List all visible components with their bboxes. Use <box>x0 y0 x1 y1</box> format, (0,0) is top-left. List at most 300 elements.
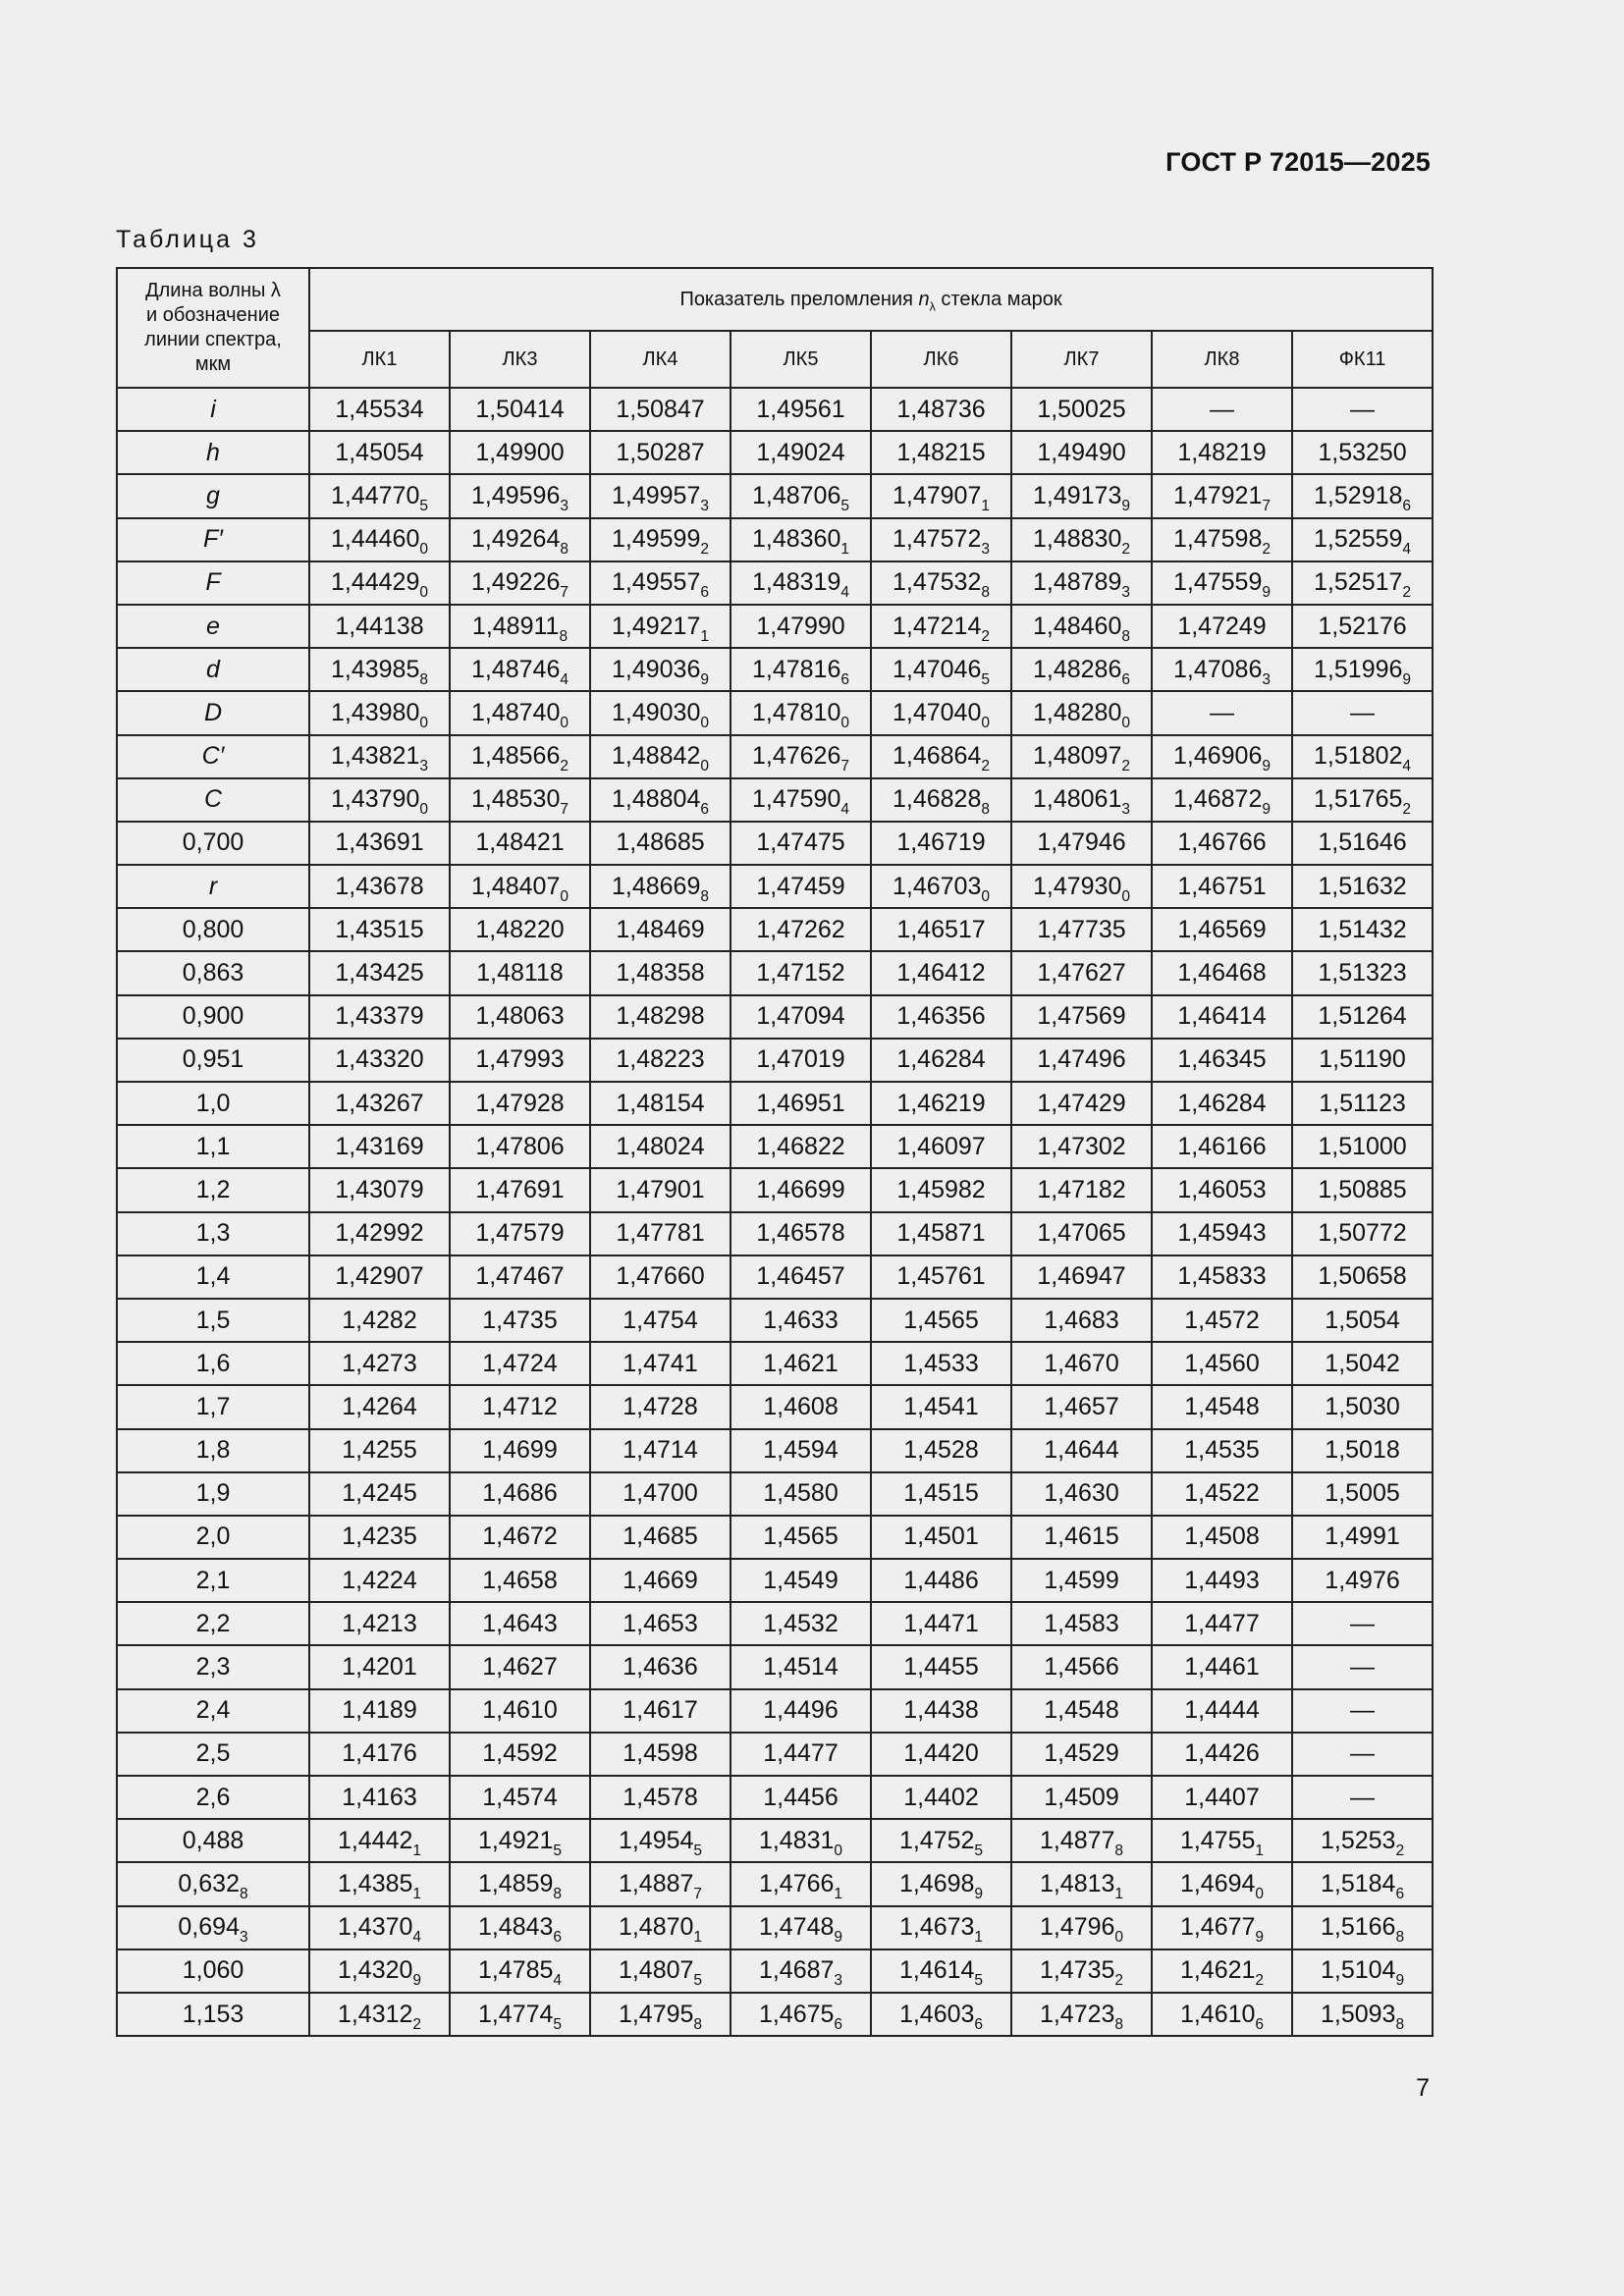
index-value-cell <box>1292 1472 1433 1516</box>
index-value-cell <box>1152 1082 1292 1125</box>
table-row <box>117 1082 1433 1125</box>
index-value-cell <box>450 1342 590 1385</box>
index-value-cell <box>871 1212 1011 1255</box>
index-value-cell <box>590 822 731 865</box>
index-value-cell <box>871 1082 1011 1125</box>
index-value-cell <box>590 1039 731 1082</box>
index-value: 1,50847 <box>616 395 705 423</box>
index-value-cell <box>309 474 450 517</box>
table-row <box>117 1949 1433 1993</box>
index-value-cell <box>871 1645 1011 1688</box>
index-value: 1,46699 <box>756 1175 845 1203</box>
index-value-cell <box>731 1212 871 1255</box>
wavelength-label: C′ <box>201 742 225 771</box>
index-value-cell <box>1292 1429 1433 1472</box>
index-value: — <box>1350 698 1376 726</box>
index-value-cell <box>1152 778 1292 822</box>
document-code: ГОСТ Р 72015—2025 <box>1165 147 1431 177</box>
index-value-cell <box>1152 1862 1292 1905</box>
index-value-cell <box>871 1993 1011 2036</box>
index-value: 1,4724 <box>482 1349 558 1377</box>
table-row <box>117 388 1433 431</box>
index-value-cell <box>590 474 731 517</box>
index-value-cell <box>1152 995 1292 1039</box>
index-value-cell <box>590 1559 731 1602</box>
index-value-subscript: 2 <box>560 758 568 775</box>
index-value: 1,4515 <box>903 1479 979 1508</box>
index-value: 1,4486 <box>903 1566 979 1594</box>
index-value-cell <box>731 1125 871 1168</box>
index-value: 1,46284 <box>896 1045 986 1074</box>
index-value: 1,42907 <box>335 1262 424 1291</box>
index-value-cell <box>731 1689 871 1733</box>
index-value: 1,4796 <box>1039 1913 1115 1942</box>
index-value: 1,4535 <box>1184 1436 1260 1465</box>
index-value-cell <box>309 1299 450 1342</box>
index-value-cell <box>590 518 731 561</box>
table-row <box>117 951 1433 994</box>
table-row <box>117 1385 1433 1428</box>
index-value: 1,4255 <box>342 1436 417 1465</box>
group-header-suffix: стекла марок <box>935 288 1062 310</box>
index-value: 1,4201 <box>342 1653 417 1682</box>
index-value: 1,4672 <box>482 1522 558 1551</box>
index-value: 1,51432 <box>1318 915 1407 943</box>
index-value: 1,4653 <box>623 1609 698 1637</box>
index-value-subscript: 9 <box>1402 670 1412 688</box>
index-value-subscript: 5 <box>693 1972 703 1990</box>
index-value-subscript: 8 <box>1395 1929 1405 1947</box>
wavelength-label: 1,9 <box>195 1479 231 1508</box>
index-value: 1,4831 <box>758 1826 835 1854</box>
index-value: 1,4630 <box>1044 1479 1119 1508</box>
index-value-cell <box>731 605 871 648</box>
index-value-cell <box>871 1819 1011 1862</box>
index-value-cell <box>1152 1559 1292 1602</box>
index-value: 1,4599 <box>1044 1566 1119 1594</box>
index-value: 1,48024 <box>616 1132 705 1160</box>
index-value-subscript: 5 <box>693 1842 703 1859</box>
index-value-cell <box>1011 735 1152 778</box>
index-value-cell <box>1152 1993 1292 2036</box>
index-value-cell <box>590 1602 731 1645</box>
index-value: — <box>1210 395 1234 423</box>
index-value-cell <box>309 822 450 865</box>
index-value-cell <box>1292 951 1433 994</box>
wavelength-label: d <box>206 655 220 683</box>
table-row <box>117 691 1433 734</box>
index-value: 1,47040 <box>893 698 982 726</box>
index-value-cell <box>309 778 450 822</box>
index-value: 1,4748 <box>758 1913 835 1942</box>
index-value-cell <box>450 1472 590 1516</box>
index-value: 1,4785 <box>477 1956 554 1985</box>
index-value-cell <box>1011 822 1152 865</box>
index-value-subscript: 8 <box>553 1885 563 1902</box>
index-value-subscript: 8 <box>560 541 568 559</box>
index-value: 1,43379 <box>335 1002 424 1031</box>
index-value: 1,4675 <box>758 2000 835 2028</box>
index-value: 1,4509 <box>1044 1783 1119 1811</box>
index-value: 1,4565 <box>763 1522 839 1551</box>
index-value-cell <box>1152 648 1292 691</box>
index-value: 1,48830 <box>1033 525 1122 554</box>
table-row <box>117 865 1433 908</box>
index-value: 1,5184 <box>1320 1869 1396 1897</box>
index-value: — <box>1350 1783 1376 1811</box>
index-value-subscript: 6 <box>553 1929 563 1947</box>
index-value-cell <box>1011 1039 1152 1082</box>
index-value: 1,45833 <box>1177 1262 1267 1291</box>
index-value-cell <box>731 1993 871 2036</box>
index-value-cell <box>871 995 1011 1039</box>
index-value: 1,5030 <box>1325 1392 1400 1420</box>
index-value: 1,4795 <box>618 2000 694 2028</box>
index-value-cell <box>1292 865 1433 908</box>
index-value-cell <box>1011 995 1152 1039</box>
index-value: 1,4565 <box>903 1306 979 1334</box>
index-value-cell <box>309 1602 450 1645</box>
index-value: 1,52918 <box>1314 481 1403 509</box>
index-value-cell <box>731 1602 871 1645</box>
index-value-cell <box>1011 865 1152 908</box>
index-value-cell <box>871 908 1011 951</box>
index-value: 1,50885 <box>1318 1175 1407 1203</box>
index-value: 1,46906 <box>1173 742 1263 771</box>
index-value: 1,4627 <box>482 1653 558 1682</box>
index-value-cell <box>1292 1212 1433 1255</box>
table-row <box>117 1906 1433 1949</box>
index-value-cell <box>731 388 871 431</box>
index-value: 1,4477 <box>1184 1609 1260 1637</box>
index-value: 1,5253 <box>1320 1826 1396 1854</box>
index-value-cell <box>1011 1906 1152 1949</box>
index-value: 1,4621 <box>763 1349 839 1377</box>
index-value: 1,48911 <box>471 612 560 640</box>
index-value-cell <box>309 951 450 994</box>
column-header: ЛК4 <box>590 331 731 388</box>
index-value-cell <box>450 1385 590 1428</box>
index-value-cell <box>731 561 871 605</box>
index-value-cell <box>1292 1993 1433 2036</box>
index-value: 1,4723 <box>1039 2000 1115 2028</box>
index-value-cell <box>871 1689 1011 1733</box>
index-value: 1,50287 <box>616 438 705 466</box>
index-value-cell <box>309 1645 450 1688</box>
table-row <box>117 735 1433 778</box>
index-value-cell <box>450 1212 590 1255</box>
index-value-cell <box>871 388 1011 431</box>
index-value-cell <box>590 1342 731 1385</box>
index-value-cell <box>1011 1993 1152 2036</box>
index-value-subscript: 0 <box>981 714 990 731</box>
index-value: 1,43515 <box>335 915 424 943</box>
index-value: 1,43691 <box>335 828 424 857</box>
index-value-cell <box>1152 388 1292 431</box>
index-value: 1,51646 <box>1318 828 1407 857</box>
index-value: 1,47946 <box>1037 828 1126 857</box>
index-value-subscript: 2 <box>412 2015 422 2033</box>
index-value: 1,4522 <box>1184 1479 1260 1508</box>
index-value-subscript: 2 <box>981 627 990 645</box>
index-value: 1,47907 <box>893 481 982 509</box>
index-value-subscript: 0 <box>1255 1885 1265 1902</box>
index-value-subscript: 2 <box>1121 758 1130 775</box>
index-value-cell <box>1292 1125 1433 1168</box>
wavelength-cell <box>117 1039 309 1082</box>
table-row <box>117 431 1433 474</box>
index-value-subscript: 9 <box>1395 1972 1405 1990</box>
index-value-cell <box>1292 648 1433 691</box>
table-row <box>117 822 1433 865</box>
index-value: 1,48223 <box>616 1045 705 1074</box>
index-value: 1,4420 <box>903 1739 979 1768</box>
index-value: — <box>1350 1609 1376 1637</box>
index-value: 1,4163 <box>342 1783 417 1811</box>
index-value-cell <box>590 951 731 994</box>
table-caption: Таблица 3 <box>116 226 259 253</box>
index-value-cell <box>1011 1342 1152 1385</box>
index-value-cell <box>309 1689 450 1733</box>
index-value: 1,47901 <box>616 1175 705 1203</box>
index-value-cell <box>309 1516 450 1559</box>
index-value-subscript: 6 <box>1402 497 1412 514</box>
index-value: 1,50772 <box>1318 1219 1407 1248</box>
index-value: 1,4610 <box>482 1696 558 1725</box>
index-value-cell <box>590 1993 731 2036</box>
index-value-subscript: 0 <box>419 541 428 559</box>
index-value-cell <box>1152 1516 1292 1559</box>
index-value-subscript: 3 <box>1262 670 1271 688</box>
index-value-cell <box>450 1559 590 1602</box>
index-value: 1,48746 <box>471 655 561 683</box>
table-row <box>117 1776 1433 1819</box>
index-value: — <box>1350 1653 1376 1682</box>
index-value: 1,47579 <box>475 1219 565 1248</box>
index-value-cell <box>871 691 1011 734</box>
index-value-cell <box>450 1906 590 1949</box>
index-value: 1,4712 <box>482 1392 558 1420</box>
index-value-subscript: 0 <box>560 887 568 905</box>
index-value: 1,5042 <box>1325 1349 1400 1377</box>
index-value-cell <box>450 1429 590 1472</box>
index-value-cell <box>309 1212 450 1255</box>
index-value: 1,4402 <box>903 1783 979 1811</box>
index-value-cell <box>1292 778 1433 822</box>
index-value-subscript: 2 <box>1262 541 1271 559</box>
index-value: 1,4320 <box>337 1956 413 1985</box>
index-value-cell <box>1292 691 1433 734</box>
index-value-cell <box>1292 605 1433 648</box>
index-value-cell <box>1011 691 1152 734</box>
index-value-cell <box>1011 1645 1152 1688</box>
index-value-subscript: 1 <box>981 497 990 514</box>
index-value-cell <box>590 995 731 1039</box>
index-value: 1,4532 <box>763 1609 839 1637</box>
table-row <box>117 1039 1433 1082</box>
index-value-cell <box>1292 1039 1433 1082</box>
index-value-cell <box>731 1516 871 1559</box>
index-value: 1,4633 <box>763 1306 839 1334</box>
index-value-cell <box>1292 995 1433 1039</box>
index-value-cell <box>590 1212 731 1255</box>
index-value: 1,49957 <box>612 481 701 509</box>
index-value-cell <box>1152 1472 1292 1516</box>
index-value-cell <box>1011 908 1152 951</box>
wavelength-label: 2,3 <box>195 1653 231 1682</box>
index-value: 1,4496 <box>763 1696 839 1725</box>
index-value-subscript: 1 <box>974 1929 984 1947</box>
index-value: 1,47065 <box>1037 1219 1126 1248</box>
index-value: 1,4533 <box>903 1349 979 1377</box>
index-value-cell <box>1011 1472 1152 1516</box>
wavelength-cell <box>117 735 309 778</box>
index-value: 1,4698 <box>898 1869 975 1897</box>
index-value: 1,48740 <box>471 698 561 726</box>
index-value-cell <box>309 1385 450 1428</box>
index-value-cell <box>1152 1168 1292 1211</box>
index-value-cell <box>590 1645 731 1688</box>
index-value-subscript: 1 <box>840 541 849 559</box>
index-value: 1,48286 <box>1033 655 1122 683</box>
index-value-cell <box>731 431 871 474</box>
index-value: 1,46457 <box>756 1262 845 1291</box>
index-value-cell <box>871 865 1011 908</box>
index-value-cell <box>309 1429 450 1472</box>
index-value: 1,44460 <box>331 525 420 554</box>
index-value: 1,50025 <box>1037 395 1126 423</box>
index-value-subscript: 1 <box>412 1842 422 1859</box>
index-value-subscript: 0 <box>700 758 709 775</box>
index-value-cell <box>590 1168 731 1211</box>
wavelength-cell <box>117 865 309 908</box>
index-value-cell <box>450 691 590 734</box>
index-value: 1,47152 <box>756 959 845 988</box>
index-value-cell <box>309 1906 450 1949</box>
index-value: 1,47532 <box>893 568 982 597</box>
index-value: 1,4807 <box>618 1956 694 1985</box>
index-value: 1,46412 <box>896 959 986 988</box>
wavelength-label-subscript: 3 <box>239 1929 248 1947</box>
index-value-cell <box>450 1733 590 1776</box>
row-header-cell <box>117 268 309 388</box>
index-value-cell <box>1292 518 1433 561</box>
index-value-cell <box>871 648 1011 691</box>
wavelength-cell <box>117 1689 309 1733</box>
index-value-cell <box>450 518 590 561</box>
wavelength-label: 0,951 <box>182 1045 244 1074</box>
column-header: ЛК5 <box>731 331 871 388</box>
wavelength-label-subscript: 8 <box>239 1885 248 1902</box>
wavelength-cell <box>117 1645 309 1688</box>
index-value-subscript: 4 <box>840 584 849 602</box>
index-value-subscript: 6 <box>1395 1885 1405 1902</box>
index-value: 1,44429 <box>331 568 420 597</box>
index-value-cell <box>1152 1819 1292 1862</box>
index-value-cell <box>450 822 590 865</box>
table-row <box>117 1862 1433 1905</box>
index-value-subscript: 2 <box>1255 1972 1265 1990</box>
index-value: 1,48685 <box>616 828 705 857</box>
index-value: 1,4438 <box>903 1696 979 1725</box>
index-value: 1,47467 <box>475 1262 565 1291</box>
index-value-cell <box>309 865 450 908</box>
index-value: 1,4887 <box>618 1869 694 1897</box>
index-value: 1,43985 <box>331 655 420 683</box>
index-value-cell <box>450 561 590 605</box>
wavelength-cell <box>117 1082 309 1125</box>
index-value: 1,47691 <box>475 1175 565 1203</box>
index-value: 1,47660 <box>616 1262 705 1291</box>
index-value: 1,4728 <box>623 1392 698 1420</box>
index-value: 1,48360 <box>752 525 841 554</box>
index-value: 1,48421 <box>475 828 565 857</box>
index-value: 1,4843 <box>477 1913 554 1942</box>
index-value: 1,49264 <box>471 525 561 554</box>
index-value-subscript: 1 <box>412 1885 422 1902</box>
index-value: 1,48530 <box>471 785 561 814</box>
index-value: 1,46872 <box>1173 785 1263 814</box>
table-row <box>117 518 1433 561</box>
index-value-cell <box>1152 605 1292 648</box>
index-value: 1,48566 <box>471 742 561 771</box>
index-value-cell <box>590 1385 731 1428</box>
wavelength-label: 1,6 <box>195 1349 231 1377</box>
index-value: 1,47626 <box>752 742 841 771</box>
index-value: 1,50414 <box>475 395 565 423</box>
wavelength-label: 0,694 <box>178 1913 240 1942</box>
index-value: 1,46766 <box>1177 828 1267 857</box>
index-value: 1,4687 <box>758 1956 835 1985</box>
index-value-subscript: 0 <box>834 1842 843 1859</box>
wavelength-cell <box>117 1906 309 1949</box>
wavelength-cell <box>117 1776 309 1819</box>
wavelength-label: 0,863 <box>182 959 244 988</box>
index-value: 1,51000 <box>1318 1132 1407 1160</box>
column-header: ЛК6 <box>871 331 1011 388</box>
index-value-subscript: 7 <box>560 584 568 602</box>
index-value-cell <box>731 822 871 865</box>
table-row <box>117 778 1433 822</box>
index-value-cell <box>1011 1602 1152 1645</box>
column-header: ЛК8 <box>1152 331 1292 388</box>
index-value-cell <box>450 1949 590 1993</box>
index-value-cell <box>450 1645 590 1688</box>
wavelength-label: 1,153 <box>182 2000 244 2028</box>
index-value-cell <box>1292 1906 1433 1949</box>
wavelength-label: i <box>210 395 216 423</box>
index-value-cell <box>450 1255 590 1299</box>
table-row <box>117 1993 1433 2036</box>
index-value-cell <box>1011 1559 1152 1602</box>
wavelength-label: 1,8 <box>195 1436 231 1465</box>
index-value-subscript: 3 <box>560 497 568 514</box>
index-value: 1,4870 <box>618 1913 694 1942</box>
index-value-subscript: 8 <box>1121 627 1130 645</box>
index-value: 1,47559 <box>1173 568 1263 597</box>
index-value: 1,4921 <box>477 1826 554 1854</box>
index-value: 1,49490 <box>1037 438 1126 466</box>
index-value-cell <box>450 1689 590 1733</box>
index-value-cell <box>871 951 1011 994</box>
index-value-cell <box>1011 1819 1152 1862</box>
index-value-subscript: 6 <box>834 2015 843 2033</box>
index-value: 1,4598 <box>623 1739 698 1768</box>
index-value-subscript: 2 <box>1402 801 1412 819</box>
index-value-subscript: 6 <box>700 801 709 819</box>
index-value-cell <box>1292 1602 1433 1645</box>
index-value: 1,4644 <box>1044 1436 1119 1465</box>
